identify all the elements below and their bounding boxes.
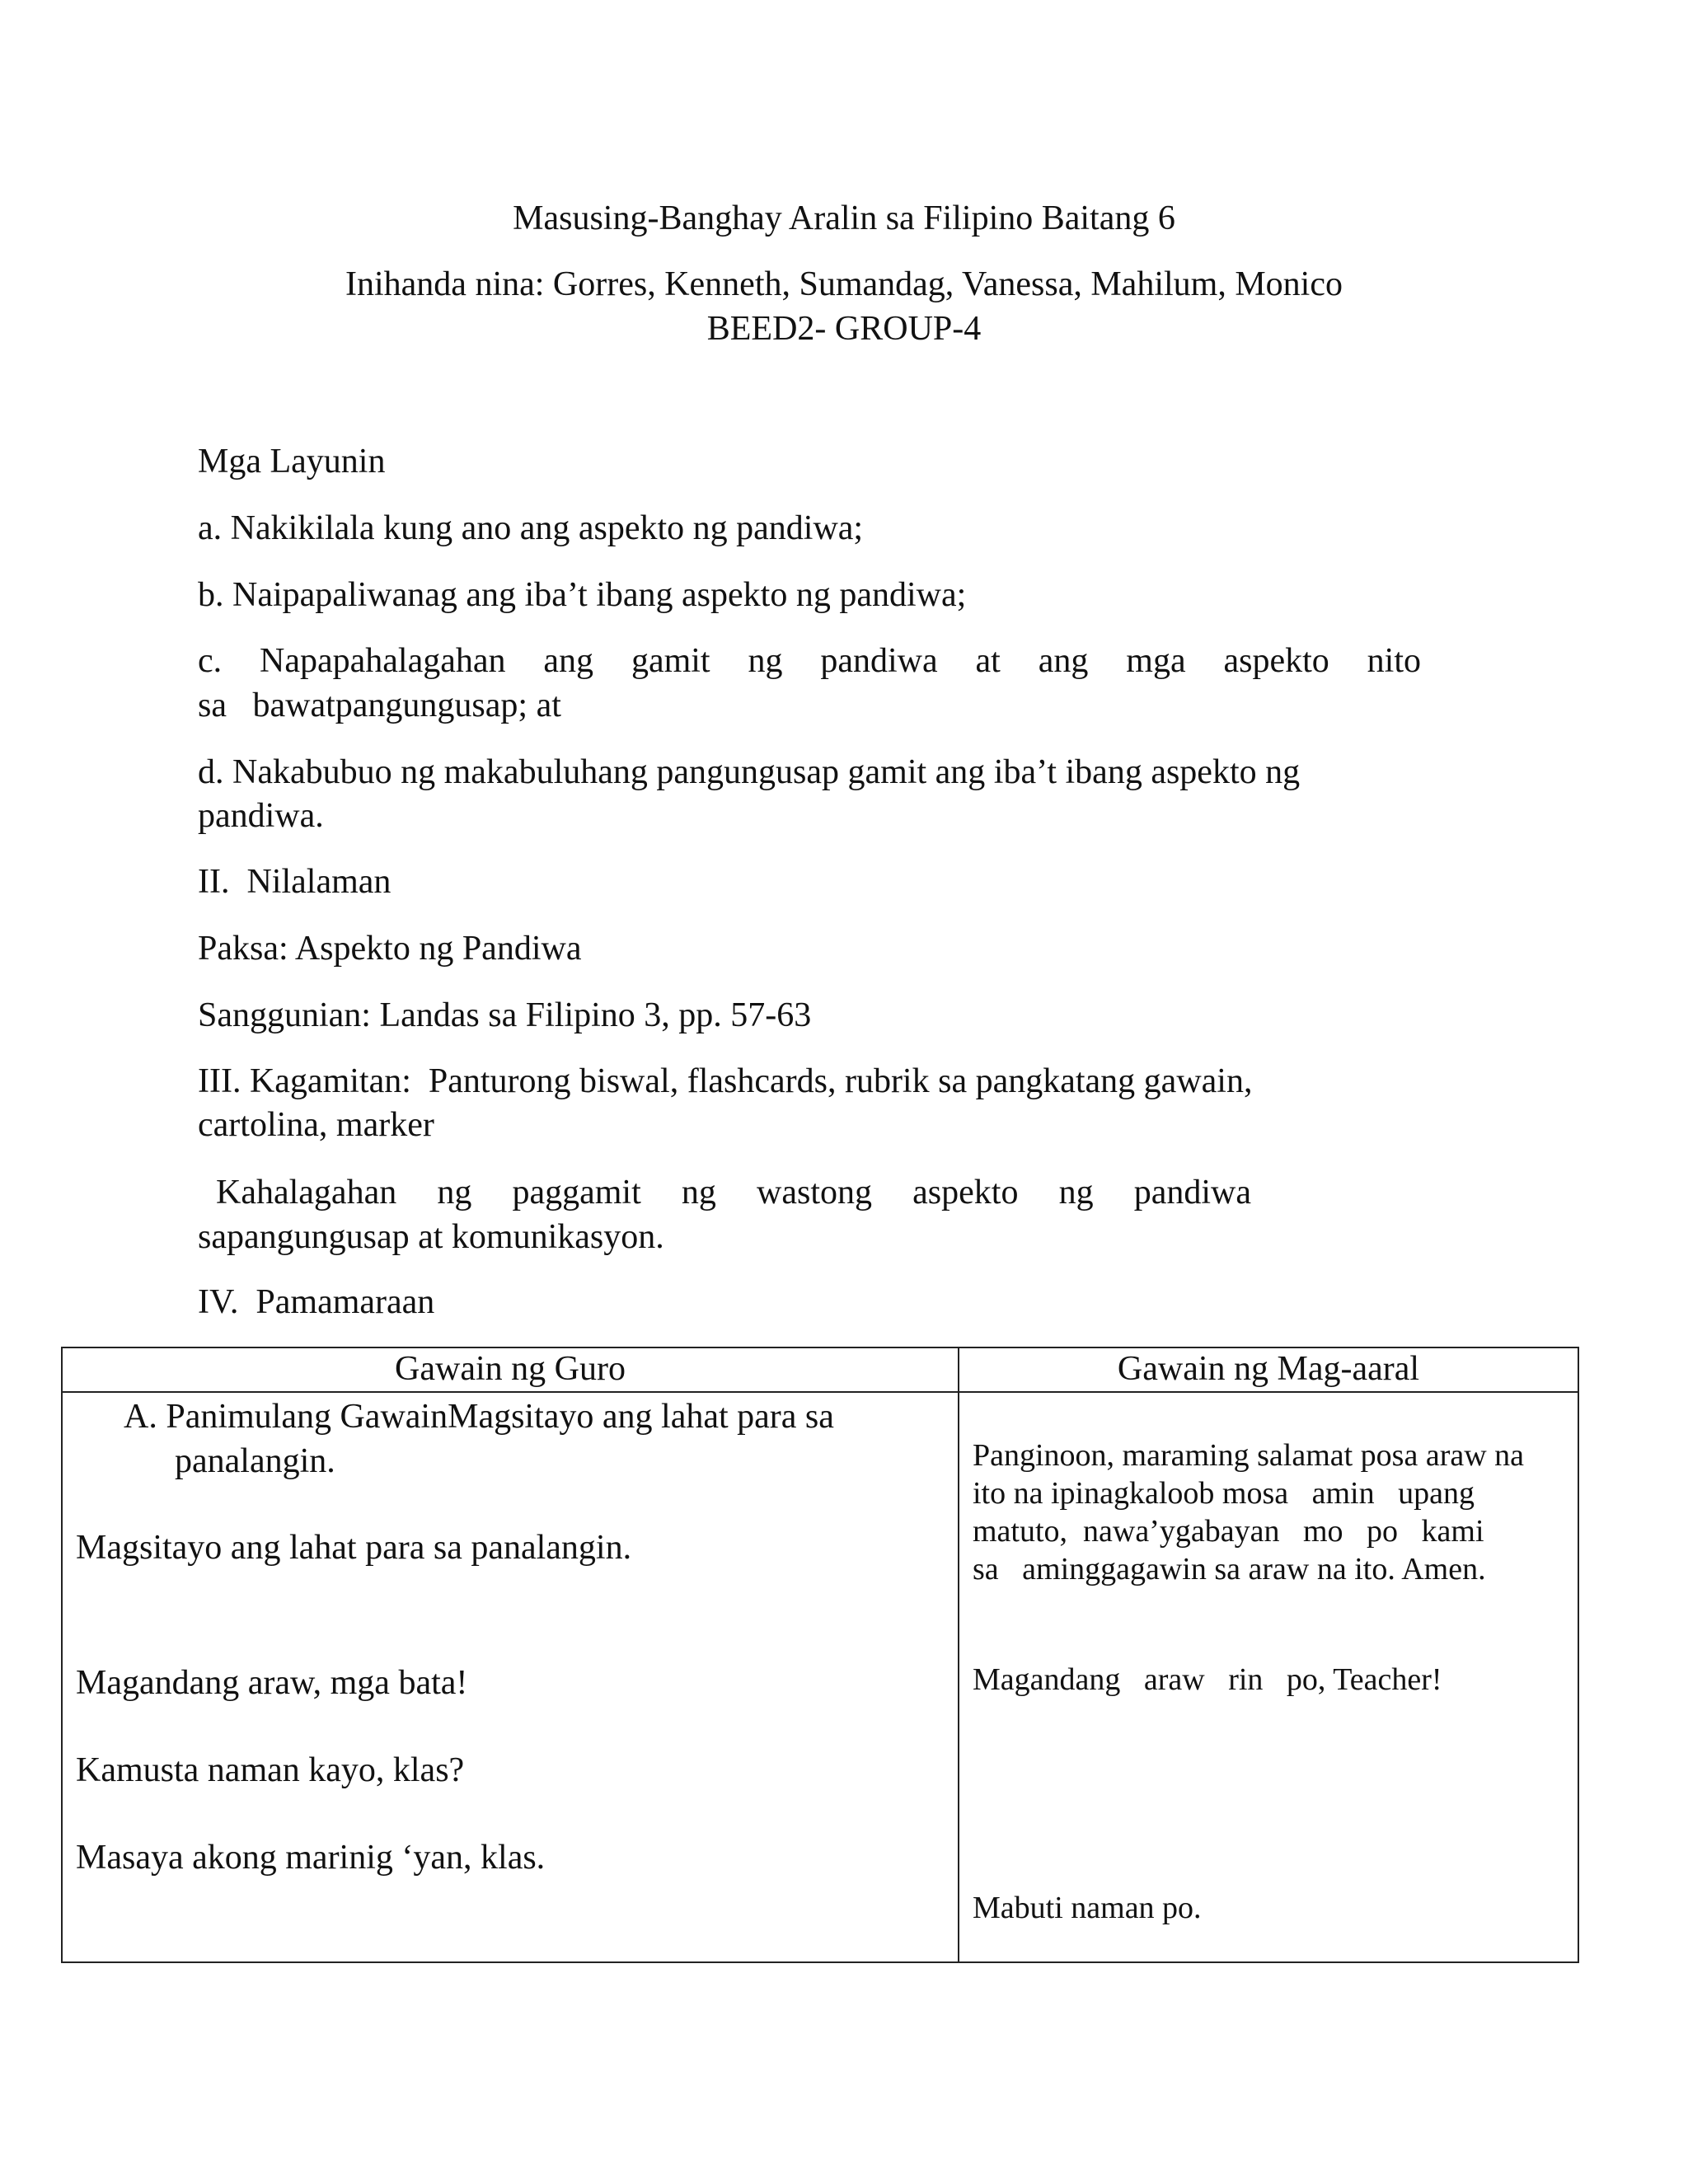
teacher-item-a-line1: A. Panimulang GawainMagsitayo ang lahat para sa	[124, 1398, 834, 1436]
objective-d-line2: pandiwa.	[198, 797, 324, 835]
teacher-how-are-you: Kamusta naman kayo, klas?	[76, 1751, 465, 1789]
group-line: BEED2- GROUP-4	[706, 310, 982, 348]
objective-b: b. Naipapaliwanag ang iba’t ibang aspekto ng pandiwa;	[198, 576, 967, 614]
student-prayer-line4: sa aminggagawin sa araw na ito. Amen.	[973, 1552, 1486, 1586]
objectives-heading: Mga Layunin	[198, 443, 386, 480]
student-fine: Mabuti naman po.	[973, 1891, 1202, 1925]
teacher-glad: Masaya akong marinig ‘yan, klas.	[76, 1839, 546, 1877]
table-column-divider	[958, 1347, 959, 1963]
student-prayer-line3: matuto, nawa’ygabayan mo po kami	[973, 1514, 1484, 1549]
objective-c-line1: c. Napapahalagahan ang gamit ng pandiwa at ang mga aspekto nito	[198, 642, 1421, 680]
student-prayer-line2: ito na ipinagkaloob mosa amin upang	[973, 1476, 1475, 1511]
student-column-header: Gawain ng Mag-aaral	[1117, 1350, 1420, 1388]
objective-c-line2: sa bawatpangungusap; at	[198, 687, 561, 724]
teacher-item-a-line2: panalangin.	[175, 1442, 335, 1480]
content-heading: II. Nilalaman	[198, 863, 392, 901]
document-title: Masusing-Banghay Aralin sa Filipino Baitang 6	[513, 199, 1175, 237]
teacher-greeting: Magandang araw, mga bata!	[76, 1664, 468, 1702]
teacher-column-header: Gawain ng Guro	[395, 1350, 626, 1388]
procedure-heading: IV. Pamamaraan	[198, 1283, 435, 1321]
student-prayer-line1: Panginoon, maraming salamat posa araw na	[973, 1438, 1525, 1473]
materials-line1: III. Kagamitan: Panturong biswal, flashcards, rubrik sa pangkatang gawain,	[198, 1062, 1253, 1100]
topic-line: Paksa: Aspekto ng Pandiwa	[198, 930, 582, 968]
authors-line: Inihanda nina: Gorres, Kenneth, Sumandag, Vanessa, Mahilum, Monico	[345, 265, 1343, 303]
value-line1: Kahalagahan ng paggamit ng wastong aspekto ng pandiwa	[216, 1174, 1251, 1212]
objective-a: a. Nakikilala kung ano ang aspekto ng pandiwa;	[198, 509, 864, 547]
objective-d-line1: d. Nakabubuo ng makabuluhang pangungusap gamit ang iba’t ibang aspekto ng	[198, 753, 1301, 791]
teacher-prayer-call: Magsitayo ang lahat para sa panalangin.	[76, 1529, 632, 1567]
student-greeting-reply: Magandang araw rin po, Teacher!	[973, 1662, 1442, 1697]
materials-line2: cartolina, marker	[198, 1106, 434, 1144]
table-header-divider	[61, 1391, 1579, 1393]
value-line2: sapangungusap at komunikasyon.	[198, 1218, 664, 1256]
reference-line: Sanggunian: Landas sa Filipino 3, pp. 57-63	[198, 996, 812, 1034]
